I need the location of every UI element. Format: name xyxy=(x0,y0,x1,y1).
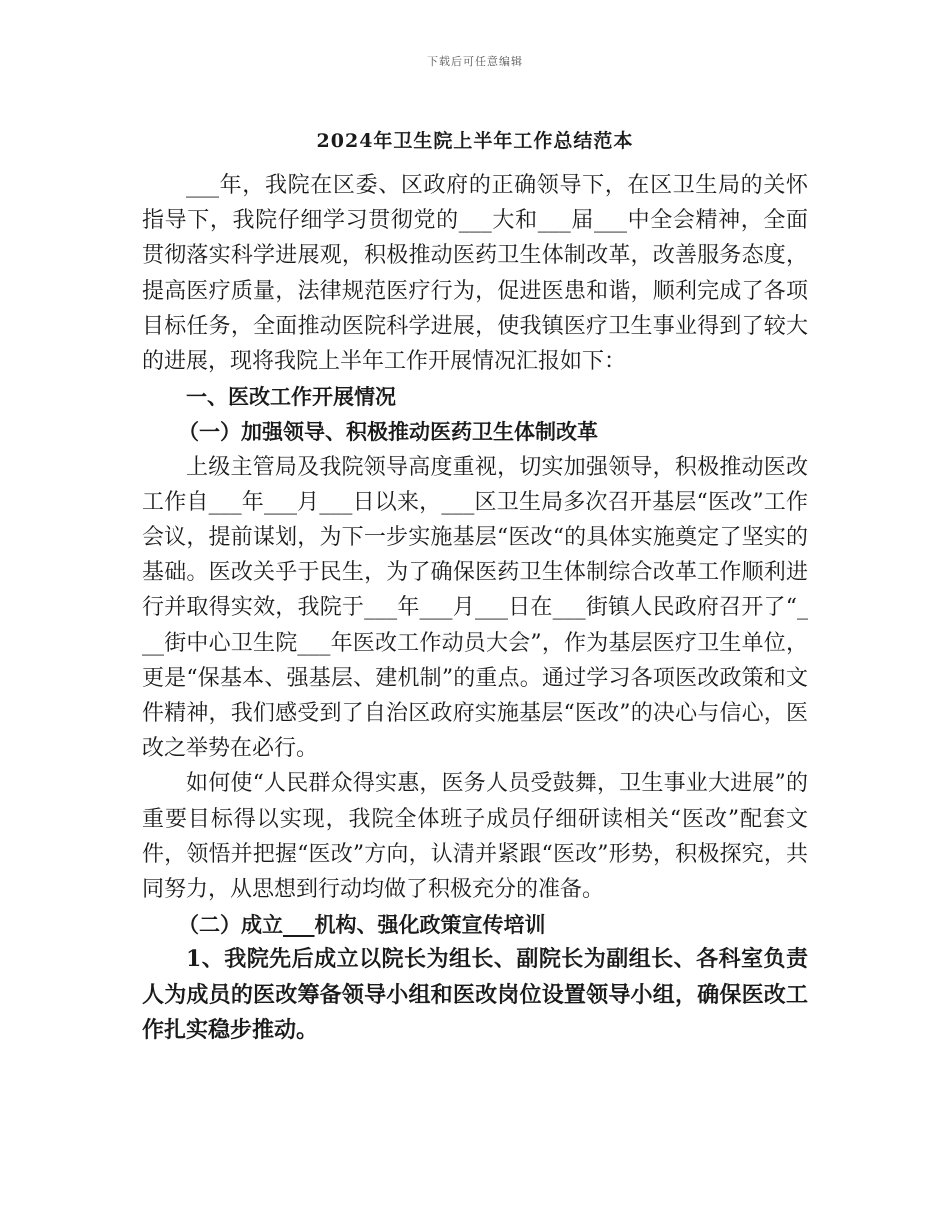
document-body xyxy=(142,168,808,1048)
subsection-heading-2: （二）成立___机构、强化政策宣传培训 xyxy=(178,912,546,938)
document-title: 2024年卫生院上半年工作总结范本 xyxy=(316,130,634,152)
subsection-1-paragraph-2: 如何使“人民群众得实惠，医务人员受鼓舞，卫生事业大进展”的重要目标得以实现，我院全体班子成员仔细研读相关“医改”配套文件，领悟并把握“医改”方向，认清并紧跟“医改”形势，积极探究，共同努力，从思想到行动均做了积极充分的准备。 xyxy=(142,771,808,903)
section-heading-1: 一、医改工作开展情况 xyxy=(186,384,396,410)
intro-paragraph: ___年，我院在区委、区政府的正确领导下，在区卫生局的关怀指导下，我院仔细学习贯彻党的___大和___届___中全会精神，全面贯彻落实科学进展观，积极推动医药卫生体制改革，改善服务态度，提高医疗质量，法律规范医疗行为，促进医患和谐，顺利完成了各项目标任务，全面推动医院科学进展，使我镇医疗卫生事业得到了较大的进展，现将我院上半年工作开展情况汇报如下： xyxy=(142,173,808,375)
subsection-heading-1: （一）加强领导、积极推动医药卫生体制改革 xyxy=(178,419,598,445)
subsection-1-paragraph-1: 上级主管局及我院领导高度重视，切实加强领导，积极推动医改工作自___年___月___日以来，___区卫生局多次召开基层“医改”工作会议，提前谋划，为下一步实施基层“医改“的具体实施奠定了坚实的基础。医改关乎于民生，为了确保医药卫生体制综合改革工作顺利进行并取得实效，我院于___年___月___日在___街镇人民政府召开了“___街中心卫生院___年医改工作动员大会”，作为基层医疗卫生单位，更是“保基本、强基层、建机制”的重点。通过学习各项医改政策和文件精神，我们感受到了自治区政府实施基层“医改”的决心与信心，医改之举势在必行。 xyxy=(142,454,808,762)
header-note: 下载后可任意编辑 xyxy=(427,55,523,68)
subsection-2-paragraph-1: 1、我院先后成立以院长为组长、副院长为副组长、各科室负责人为成员的医改筹备领导小组和医改岗位设置领导小组，确保医改工作扎实稳步推动。 xyxy=(142,946,808,1043)
